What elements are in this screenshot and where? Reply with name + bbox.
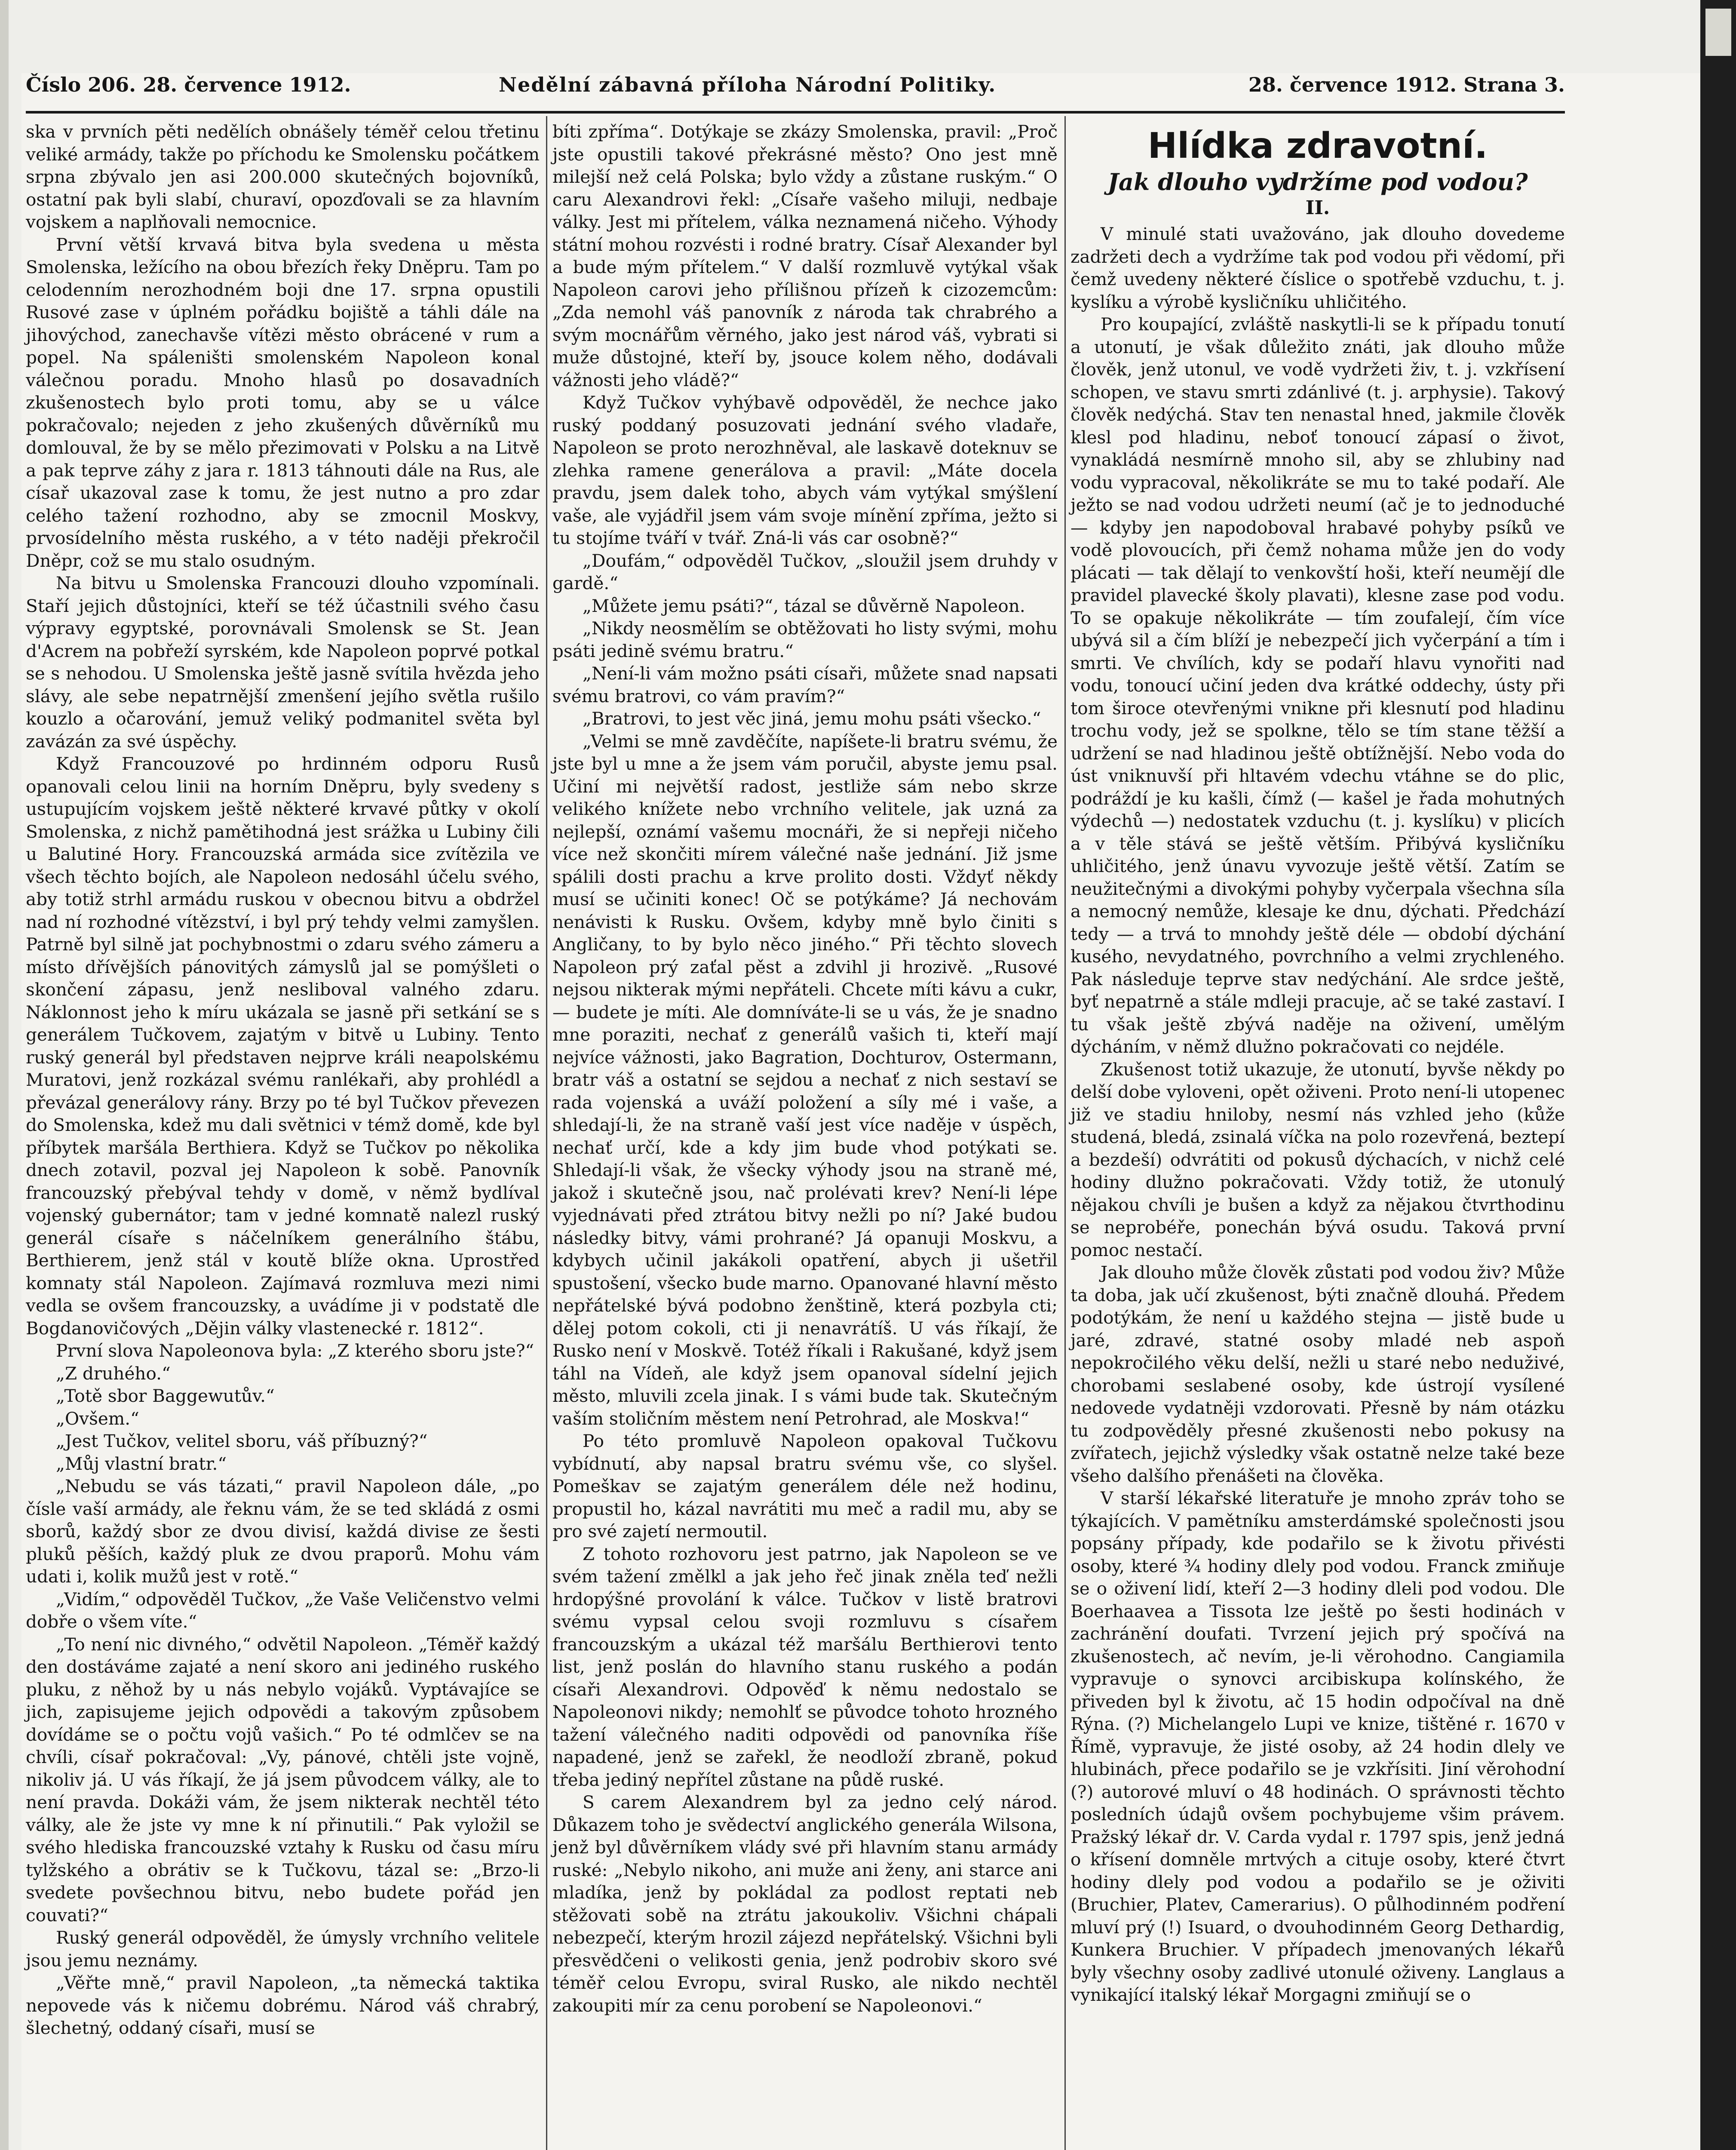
paragraph: S carem Alexandrem byl za jedno celý národ. Důkazem toho je svědectví anglického generála Wilsona, jenž byl důvěrníkem vlády své při hlavním stanu armády ruské: „Nebylo nikoho, ani muže ani ženy, ani starce ani mladíka, jenž by pokládal za podlost reptati neb stěžovati sobě na ztrátu jakoukoliv. Všichni chápali nebezpečí, kterým hrozil zájezd nepřátelský. Všichni byli přesvědčeni o velikosti genia, jenž podrobiv skoro své téměř celou Evropu, sviral Rusko, ale nikdo nechtěl zakoupiti mír za cenu porobení se Napoleonovi.“: [552, 1792, 1058, 2016]
paragraph: „Z druhého.“: [56, 1363, 171, 1384]
paragraph: Zkušenost totiž ukazuje, že utonutí, byvše někdy po delší dobe vyloveni, opět oživeni. Proto není-li utopenec již ve stadiu hniloby, nesmí nás vzhled jeho (kůže studená, bledá, zsinalá víčka na polo rozevřená, beztepí a bezdeší) odvrátiti od pokusů dýchacích, v nichž celé hodiny dlužno pokračovati. Vždy totiž, že utonulý nějakou chvíli je bušen a když za nějakou čtvrthodinu se neprobéře, ponechán bývá osudu. Taková první pomoc nestačí.: [1070, 1059, 1565, 1260]
paragraph: Když Tučkov vyhýbavě odpověděl, že nechce jako ruský poddaný posuzovati jednání svého vladaře, Napoleon se proto nerozhněval, ale laskavě doteknuv se zlehka ramene generálova a pravil: „Máte docela pravdu, jsem dalek toho, abych vám vytýkal smýšlení vaše, ale vyjádřil jsem vám svoje mínění zpříma, ježto si tu stojíme tváří v tvář. Zná-li vás car osobně?“: [552, 392, 1058, 548]
paragraph: „Jest Tučkov, velitel sboru, váš příbuzný?“: [56, 1431, 428, 1451]
paragraph: První slova Napoleonova byla: „Z kterého sboru jste?“: [56, 1340, 534, 1361]
paragraph: „Vidím,“ odpověděl Tučkov, „že Vaše Veličenstvo velmi dobře o všem víte.“: [26, 1588, 540, 1632]
paragraph: ska v prvních pěti nedělích obnášely téměř celou třetinu veliké armády, takže po příchodu ke Smolensku počátkem srpna zbývalo jen asi 200.000 skutečných bojovníků, ostatní pak byli slabí, churaví, opozďovali se za hlavním vojskem a naplňovali nemocnice.: [26, 121, 540, 232]
section-number: II.: [1305, 197, 1330, 219]
paragraph: bíti zpříma“. Dotýkaje se zkázy Smolenska, pravil: „Proč jste opustili takové překrásné město? Ono jest mně milejší než celá Polska; bylo vždy a zůstane ruským.“ O caru Alexandrovi řekl: „Císaře vašeho miluji, nedbaje války. Jest mi přítelem, válka neznamená ničeho. Výhody státní mohou rozvésti i rodné bratry. Císař Alexander byl a bude mým přítelem.“ V další rozmluvě vytýkal však Napoleon carovi jeho přílišnou přízeň k cizozemcům: „Zda nemohl váš panovník z národa tak chrabrého a svým mocnářům věrného, jako jest národ váš, vybrati si muže důstojné, kteří by, jsouce kolem něho, dodávali vážnosti jeho vládě?“: [552, 121, 1058, 390]
paragraph: „Velmi se mně zavděčíte, napíšete-li bratru svému, že jste byl u mne a že jsem vám poručil, abyste jemu psal. Učiní mi největší radost, jestliže sám nebo skrze velikého knížete nebo vrchního velitele, jak uzná za nejlepší, oznámí vašemu mocnáři, že si nepřeji ničeho více než skončiti mírem válečné naše jednání. Již jsme spálili dosti prachu a krve prolito dosti. Vždyť někdy musí se učiniti konec! Oč se potýkáme? Já nechovám nenávisti k Rusku. Ovšem, kdyby mně bylo činiti s Angličany, to by bylo něco jiného.“ Při těchto slovech Napoleon prý zaťal pěst a zdvihl ji hrozivě. „Rusové nejsou nikterak mými nepřáteli. Chcete míti kávu a cukr, — budete je míti. Ale domníváte-li se u vás, že je snadno mne poraziti, nechať z generálů vašich ti, kteří mají nejvíce vážnosti, jako Bagration, Dochturov, Ostermann, bratr váš a ostatní se sejdou a nechať z nich sestaví se rada vojenská a uváží položení a síly mé i vaše, a shledají-li, že na straně vaší jest více naděje v úspěch, nechať určí, kde a kdy jim bude vhod potýkati se. Shledají-li však, že všecky výhody jsou na straně mé, jakož i skutečně jsou, nač prolévati krev? Není-li lépe vyjednávati před ztrátou bitvy nežli po ní? Jaké budou následky bitvy, vámi prohrané? Já opanuji Moskvu, a kdybych učinil jakákoli opatření, abych ji ušetřil spustošení, všecko bude marno. Opanované hlavní město nepřátelské bývá podobno ženštině, která pozbyla cti; dělej potom cokoli, cti ji nenavrátíš. U vás říkají, že Rusko není v Moskvě. Totéž říkali i Rakušané, když jsem táhl na Vídeň, ale když jsem opanoval sídelní jejich město, mluvili zcela jinak. I s vámi bude tak. Skutečným vaším stoličním městem není Petrohrad, ale Moskva!“: [552, 731, 1058, 1429]
header-rule: [26, 111, 1565, 114]
section-title: Hlídka zdravotní.: [1147, 126, 1488, 166]
paragraph: „Nikdy neosmělím se obtěžovati ho listy svými, mohu psáti jedině svému bratru.“: [552, 618, 1058, 661]
header-date-page: 28. července 1912. Strana 3.: [1248, 73, 1565, 96]
paragraph: „Věřte mně,“ pravil Napoleon, „ta německá taktika nepovede vás k ničemu dobrému. Národ váš chrabrý, šlechetný, oddaný císaři, musí se: [26, 1972, 540, 2038]
paragraph: „Totě sbor Baggewutův.“: [56, 1385, 275, 1406]
paragraph: Z tohoto rozhovoru jest patrno, jak Napoleon se ve svém tažení změlkl a jak jeho řeč jinak zněla teď nežli hrdopýšné provolání k válce. Tučkov v listě bratrovi svému vypsal celou svoji rozmluvu s císařem francouzským a ukázal též maršálu Berthierovi tento list, jenž poslán do hlavního stanu ruského a podán císaři Alexandrovi. Odpověď k němu nedostalo se Napoleonovi nikdy; nemohlť se původce tohoto hrozného tažení válečného naditi odpovědi od panovníka říše napadené, jenž se zařekl, že neodloží zbraně, pokud třeba jediný nepřítel zůstane na půdě ruské.: [552, 1543, 1058, 1790]
column-divider: [1064, 116, 1066, 2150]
page-header: [26, 73, 1565, 114]
column-divider: [546, 116, 547, 2150]
paragraph: Když Francouzové po hrdinném odporu Rusů opanovali celou linii na horním Dněpru, byly svedeny s ustupujícím vojskem ještě některé krvavé půtky v okolí Smolenska, z nichž pamětihodná jest srážka u Lubiny čili u Balutiné Hory. Francouzská armáda sice zvítězila ve všech těchto bojích, ale Napoleon nedosáhl účelu svého, aby totiž strhl armádu ruskou v obecnou bitvu a obdržel nad ní rozhodné vítězství, i byl prý tehdy velmi zamyšlen. Patrně byl silně jat pochybnostmi o zdaru svého zámeru a místo dřívějších pánovitých zámyslů jal se pomýšleti o skončení zápasu, jenž nesliboval valného zdaru. Náklonnost jeho k míru ukázala se jasně při setkání se s generálem Tučkovem, zajatým v bitvě u Lubiny. Tento ruský generál byl představen nejprve králi neapolskému Muratovi, jenž rozkázal svému ranlékaři, aby prohlédl a převázal generálovy rány. Brzy po té byl Tučkov převezen do Smolenska, kdež mu dali světnici v témž domě, kde byl příbytek maršála Berthiera. Když se Tučkov po několika dnech zotavil, pozval jej Napoleon k sobě. Panovník francouzský přebýval tehdy v domě, v němž bydlíval vojenský gubernátor; tam v jedné komnatě nalezl ruský generál císaře s náčelníkem generálního štábu, Berthierem, jenž stál v koutě blíže okna. Uprostřed komnaty stál Napoleon. Zajímavá rozmluva mezi nimi vedla se ovšem francouzsky, a uvádíme ji v podstatě dle Bogdanovičových „Dějin války vlastenecké r. 1812“.: [26, 753, 540, 1339]
header-issue: Číslo 206. 28. července 1912.: [26, 73, 351, 96]
column-3: [1070, 120, 1565, 2006]
header-title: Nedělní zábavná příloha Národní Politiky.: [499, 73, 997, 96]
paragraph: První větší krvavá bitva byla svedena u města Smolenska, ležícího na obou březích řeky Dněpru. Tam po celodenním nerozhodném boji dne 17. srpna opustili Rusové zase v úplném pořádku bojiště a táhli dále na jihovýchod, zanechavše vítězi město obrácené v rum a popel. Na spáleništi smolenském Napoleon konal válečnou poradu. Mnoho hlasů po dosavadních zkušenostech bylo proti tomu, aby se u válce pokračovalo; nejeden z jeho zkušených důvěrníků mu domlouval, že by se mělo přezimovati v Polsku a na Litvě a pak teprve záhy z jara r. 1813 táhnouti dále na Rus, ale císař ukazoval zase k tomu, že jest nutno a pro zdar celého tažení rozhodno, aby se zmocnil Moskvy, prvosídelního města ruského, a v této naději překročil Dněpr, což se mu stalo osudným.: [26, 234, 540, 571]
scan-right-edge: [1700, 0, 1736, 2150]
paragraph: V starší lékařské literatuře je mnoho zpráv toho se týkajících. V pamětníku amsterdámské společnosti jsou popsány případy, kde podařilo se k životu přivésti osoby, které ¾ hodiny dlely pod vodou. Franck zmiňuje se o oživení lidí, kteří 2—3 hodiny dleli pod vodou. Dle Boerhaavea a Tissota lze ještě po šesti hodinách v zachránění doufati. Tvrzení jejich prý spočívá na zkušenostech, ač nevím, je-li věrohodno. Cangiamila vypravuje o synovci arcibiskupa kolínského, že přiveden byl k životu, ač 15 hodin odpočíval na dně Rýna. (?) Michelangelo Lupi ve knize, tištěné r. 1670 v Římě, vypravuje, že jisté osoby, až 24 hodin dlely ve hlubinách, přece podařilo se je vzkřísiti. Jiní věrohodní (?) autorové mluví o 48 hodinách. O správnosti těchto posledních údajů ovšem pochybujeme všim právem. Pražský lékař dr. V. Carda vydal r. 1797 spis, jenž jedná o křísení domněle mrtvých a cituje osoby, které čtvrt hodiny dlely pod vodou a podařilo se je oživiti (Bruchier, Platev, Camerarius). O půlhodinném podření mluví prý (!) Isuard, o dvouhodinném Georg Dethardig, Kunkera Bruchier. V případech jmenovaných lékařů byly všechny osoby zadlivé utonulé oživeny. Langlaus a vynikající italský lékař Morgagni zmiňují se o: [1070, 1488, 1565, 2005]
paragraph: „Nebudu se vás tázati,“ pravil Napoleon dále, „po čísle vaší armády, ale řeknu vám, že se ted skládá z osmi sborů, každý sbor ze dvou divisí, každá divise ze šesti pluků pěších, každý pluk ze dvou praporů. Mohu vám udati i, kolik mužů jest v rotě.“: [26, 1476, 540, 1587]
column-2: [552, 120, 1058, 2017]
paragraph: „Není-li vám možno psáti císaři, můžete snad napsati svému bratrovi, co vám pravím?“: [552, 663, 1058, 706]
paragraph: Pro koupající, zvláště naskytli-li se k případu tonutí a utonutí, je však důležito znáti, jak dlouho může člověk, jenž utonul, ve vodě vydržeti živ, t. j. vzkřísení schopen, ve stavu smrti zdánlivé (t. j. arphysie). Takový člověk nedýchá. Stav ten nenastal hned, jakmile člověk klesl pod hladinu, neboť tonoucí zápasí o život, vynakládá nesmírně mnoho sil, aby se zhlubiny nad vodu vypracoval, několikráte se mu to také podaří. Ale ježto se nad vodou udržeti neumí (ač je to jednoduché — kdyby jen napodoboval hrabavé pohyby psíků ve vodě plovoucích, při čemž nohama může jen do vody plácati — tak dělají to venkovští hoši, kteří neumějí dle pravidel plavecké školy plavati), klesne zase pod vodu. To se opakuje několikráte — tím zoufalejí, čím více ubývá sil a čím blíží je nebezpečí jich vyčerpání a tím i smrti. Ve chvílích, kdy se podaří hlavu vynořiti nad vodu, tonoucí učiní jeden dva krátké oddechy, ústy při tom široce otevřenými vnikne při klesnutí pod hladinu trochu vody, jež se spolkne, tělo se tím stane těžší a udržení se nad hladinou ještě obtížnější. Nebo voda do úst vniknuvší při hltavém vdechu vtáhne se do plic, podráždí je ku kašli, čímž (— kašel je řada mohutných výdechů —) nedostatek vzduchu (t. j. kyslíku) v plicích a v těle stává se ještě větším. Přibývá kysličníku uhličitého, jenž únavu vyvozuje ještě větší. Zatím se neužitečnými a divokými pohyby vyčerpala všechna síla a nemocný nemůže, klesaje ke dnu, dýchati. Předchází tedy — a trvá to mnohdy ještě déle — období dýchání kusého, nevydatného, povrchního a velmi zrychleného. Pak následuje teprve stav nedýchání. Ale srdce ještě, byť nepatrně a stále mdleji pracuje, ač se také zastaví. I tu však ještě zbývá naděje na oživení, umělým dýcháním, v němž dlužno pokračovati co nejdéle.: [1070, 314, 1565, 1057]
section-subtitle: Jak dlouho vydržíme pod vodou?: [1107, 168, 1528, 196]
paragraph: „Můžete jemu psáti?“, tázal se důvěrně Napoleon.: [583, 595, 1025, 616]
paragraph: Po této promluvě Napoleon opakoval Tučkovu vybídnutí, aby napsal bratru svému vše, co slyšel. Pomeškav se zajatým generálem déle než hodinu, propustil ho, kázal navrátiti mu meč a radil mu, aby se pro své zajetí nermoutil.: [552, 1431, 1058, 1542]
paragraph: „Doufám,“ odpověděl Tučkov, „sloužil jsem druhdy v gardě.“: [552, 550, 1058, 593]
paragraph: V minulé stati uvažováno, jak dlouho dovedeme zadržeti dech a vydržíme tak pod vodou při vědomí, při čemž uvedeny některé číslice o spotřebě vzduchu, t. j. kyslíku a výrobě kysličníku uhličitého.: [1070, 224, 1565, 312]
paragraph: „Ovšem.“: [56, 1408, 139, 1429]
paragraph: „Bratrovi, to jest věc jiná, jemu mohu psáti všecko.“: [583, 708, 1041, 729]
column-1: [26, 120, 540, 2039]
scan-left-edge: [0, 0, 9, 2150]
paragraph: Na bitvu u Smolenska Francouzi dlouho vzpomínali. Staří jejich důstojníci, kteří se též účastnili svého času výpravy egyptské, porovnávali Smolensk se St. Jean d'Acrem na pobřeží syrském, kde Napoleon poprvé potkal se s nehodou. U Smolenska ještě jasně svítila hvězda jeho slávy, ale sebe nepatrnější zmenšení jejího světla rušilo kouzlo a očarování, jemuž veliký podmanitel světa byl zavázán za své úspěchy.: [26, 573, 540, 752]
binding-clip: [1705, 9, 1731, 56]
paragraph: Jak dlouho může člověk zůstati pod vodou živ? Může ta doba, jak učí zkušenost, býti značně dlouhá. Předem podotýkám, že není u každého stejna — jistě bude u jaré, zdravé, statné osoby mladé neb aspoň nepokročilého věku delší, nežli u staré nebo neduživé, chorobami seslabené osoby, kde ústrojí vysílené nedovede vydatněji vzdorovati. Přesně by nám otázku tu zodpověděly přesné zkušenosti nebo pokusy na zvířatech, jejichž výsledky však ostatně nelze také beze všeho dalšího přenášeti na člověka.: [1070, 1262, 1565, 1486]
paragraph: „To není nic divného,“ odvětil Napoleon. „Téměř každý den dostáváme zajaté a není skoro ani jediného ruského pluku, z něhož by u nás nebylo vojáků. Vyptávajíce se jich, zapisujeme jejich odpovědi a takovým způsobem dovídáme se o počtu vojů vašich.“ Po té odmlčev se na chvíli, císař pokračoval: „Vy, pánové, chtěli jste vojně, nikoliv já. U vás říkají, že já jsem původcem války, ale to není pravda. Dokáži vám, že jsem nikterak nechtěl této války, ale že jste vy mne k ní přinutili.“ Pak vyložil se svého hlediska francouzské vztahy k Rusku od času míru tylžského a obrátiv se k Tučkovu, tázal se: „Brzo-li svedete povšechnou bitvu, nebo budete pořád jen couvati?“: [26, 1634, 540, 1926]
paragraph: Ruský generál odpověděl, že úmysly vrchního velitele jsou jemu neznámy.: [26, 1927, 540, 1971]
paragraph: „Můj vlastní bratr.“: [56, 1453, 227, 1474]
